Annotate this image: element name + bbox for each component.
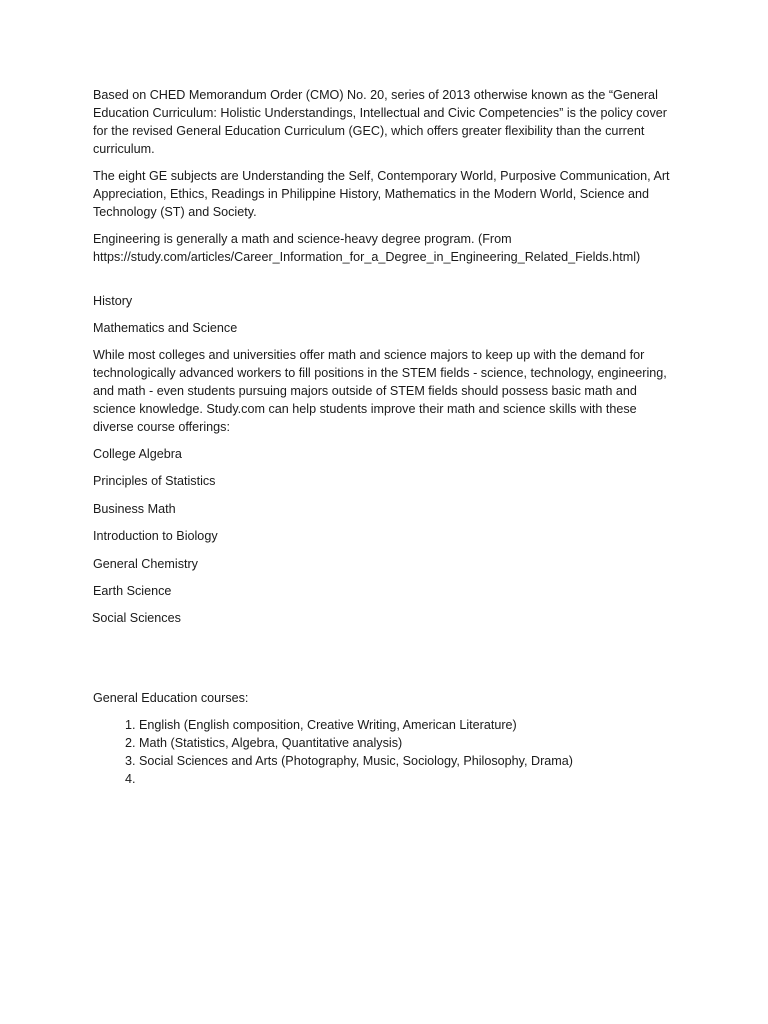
paragraph-cmo: Based on CHED Memorandum Order (CMO) No. 20, series of 2013 otherwise known as the “General Education Curriculum: Holistic Understandings, Intellectual and Civic Competencies” is the policy cover for the revised General Education Curriculum (GEC), which offers greater flexibility than the current curriculum. <box>93 88 667 156</box>
gen-ed-item: 2. Math (Statistics, Algebra, Quantitative analysis) <box>139 734 678 752</box>
document-body <box>93 86 678 788</box>
paragraph-stem: While most colleges and universities offer math and science majors to keep up with the demand for technologically advanced workers to fill positions in the STEM fields - science, technology, engineering, and math - even students pursuing majors outside of STEM fields should possess basic math and science knowledge. Study.com can help students improve their math and science skills with these diverse course offerings: <box>93 348 667 434</box>
gen-ed-list <box>93 716 678 788</box>
course-item: Business Math <box>93 501 176 516</box>
paragraph-ge-subjects: The eight GE subjects are Understanding the Self, Contemporary World, Purposive Communication, Art Appreciation, Ethics, Readings in Philippine History, Mathematics in the Modern World, Science and Technology (ST) and Society. <box>93 169 670 219</box>
heading-gen-ed: General Education courses: <box>93 691 249 706</box>
course-item: Social Sciences <box>92 611 181 626</box>
course-item: Introduction to Biology <box>93 529 218 544</box>
heading-math-science: Mathematics and Science <box>93 321 238 335</box>
paragraph-engineering: Engineering is generally a math and science-heavy degree program. (From https://study.com/articles/Career_Information_for_a_Degree_in_Engineering_Related_Fields.html) <box>93 232 641 264</box>
gen-ed-item: 1. English (English composition, Creative Writing, American Literature) <box>139 716 678 734</box>
course-item: General Chemistry <box>93 556 198 571</box>
course-item: Earth Science <box>93 583 172 598</box>
heading-history: History <box>93 294 133 308</box>
gen-ed-item: 3. Social Sciences and Arts (Photography, Music, Sociology, Philosophy, Drama) <box>139 752 678 770</box>
course-item: College Algebra <box>93 447 182 461</box>
course-item: Principles of Statistics <box>93 474 216 489</box>
gen-ed-item-empty <box>139 770 678 788</box>
